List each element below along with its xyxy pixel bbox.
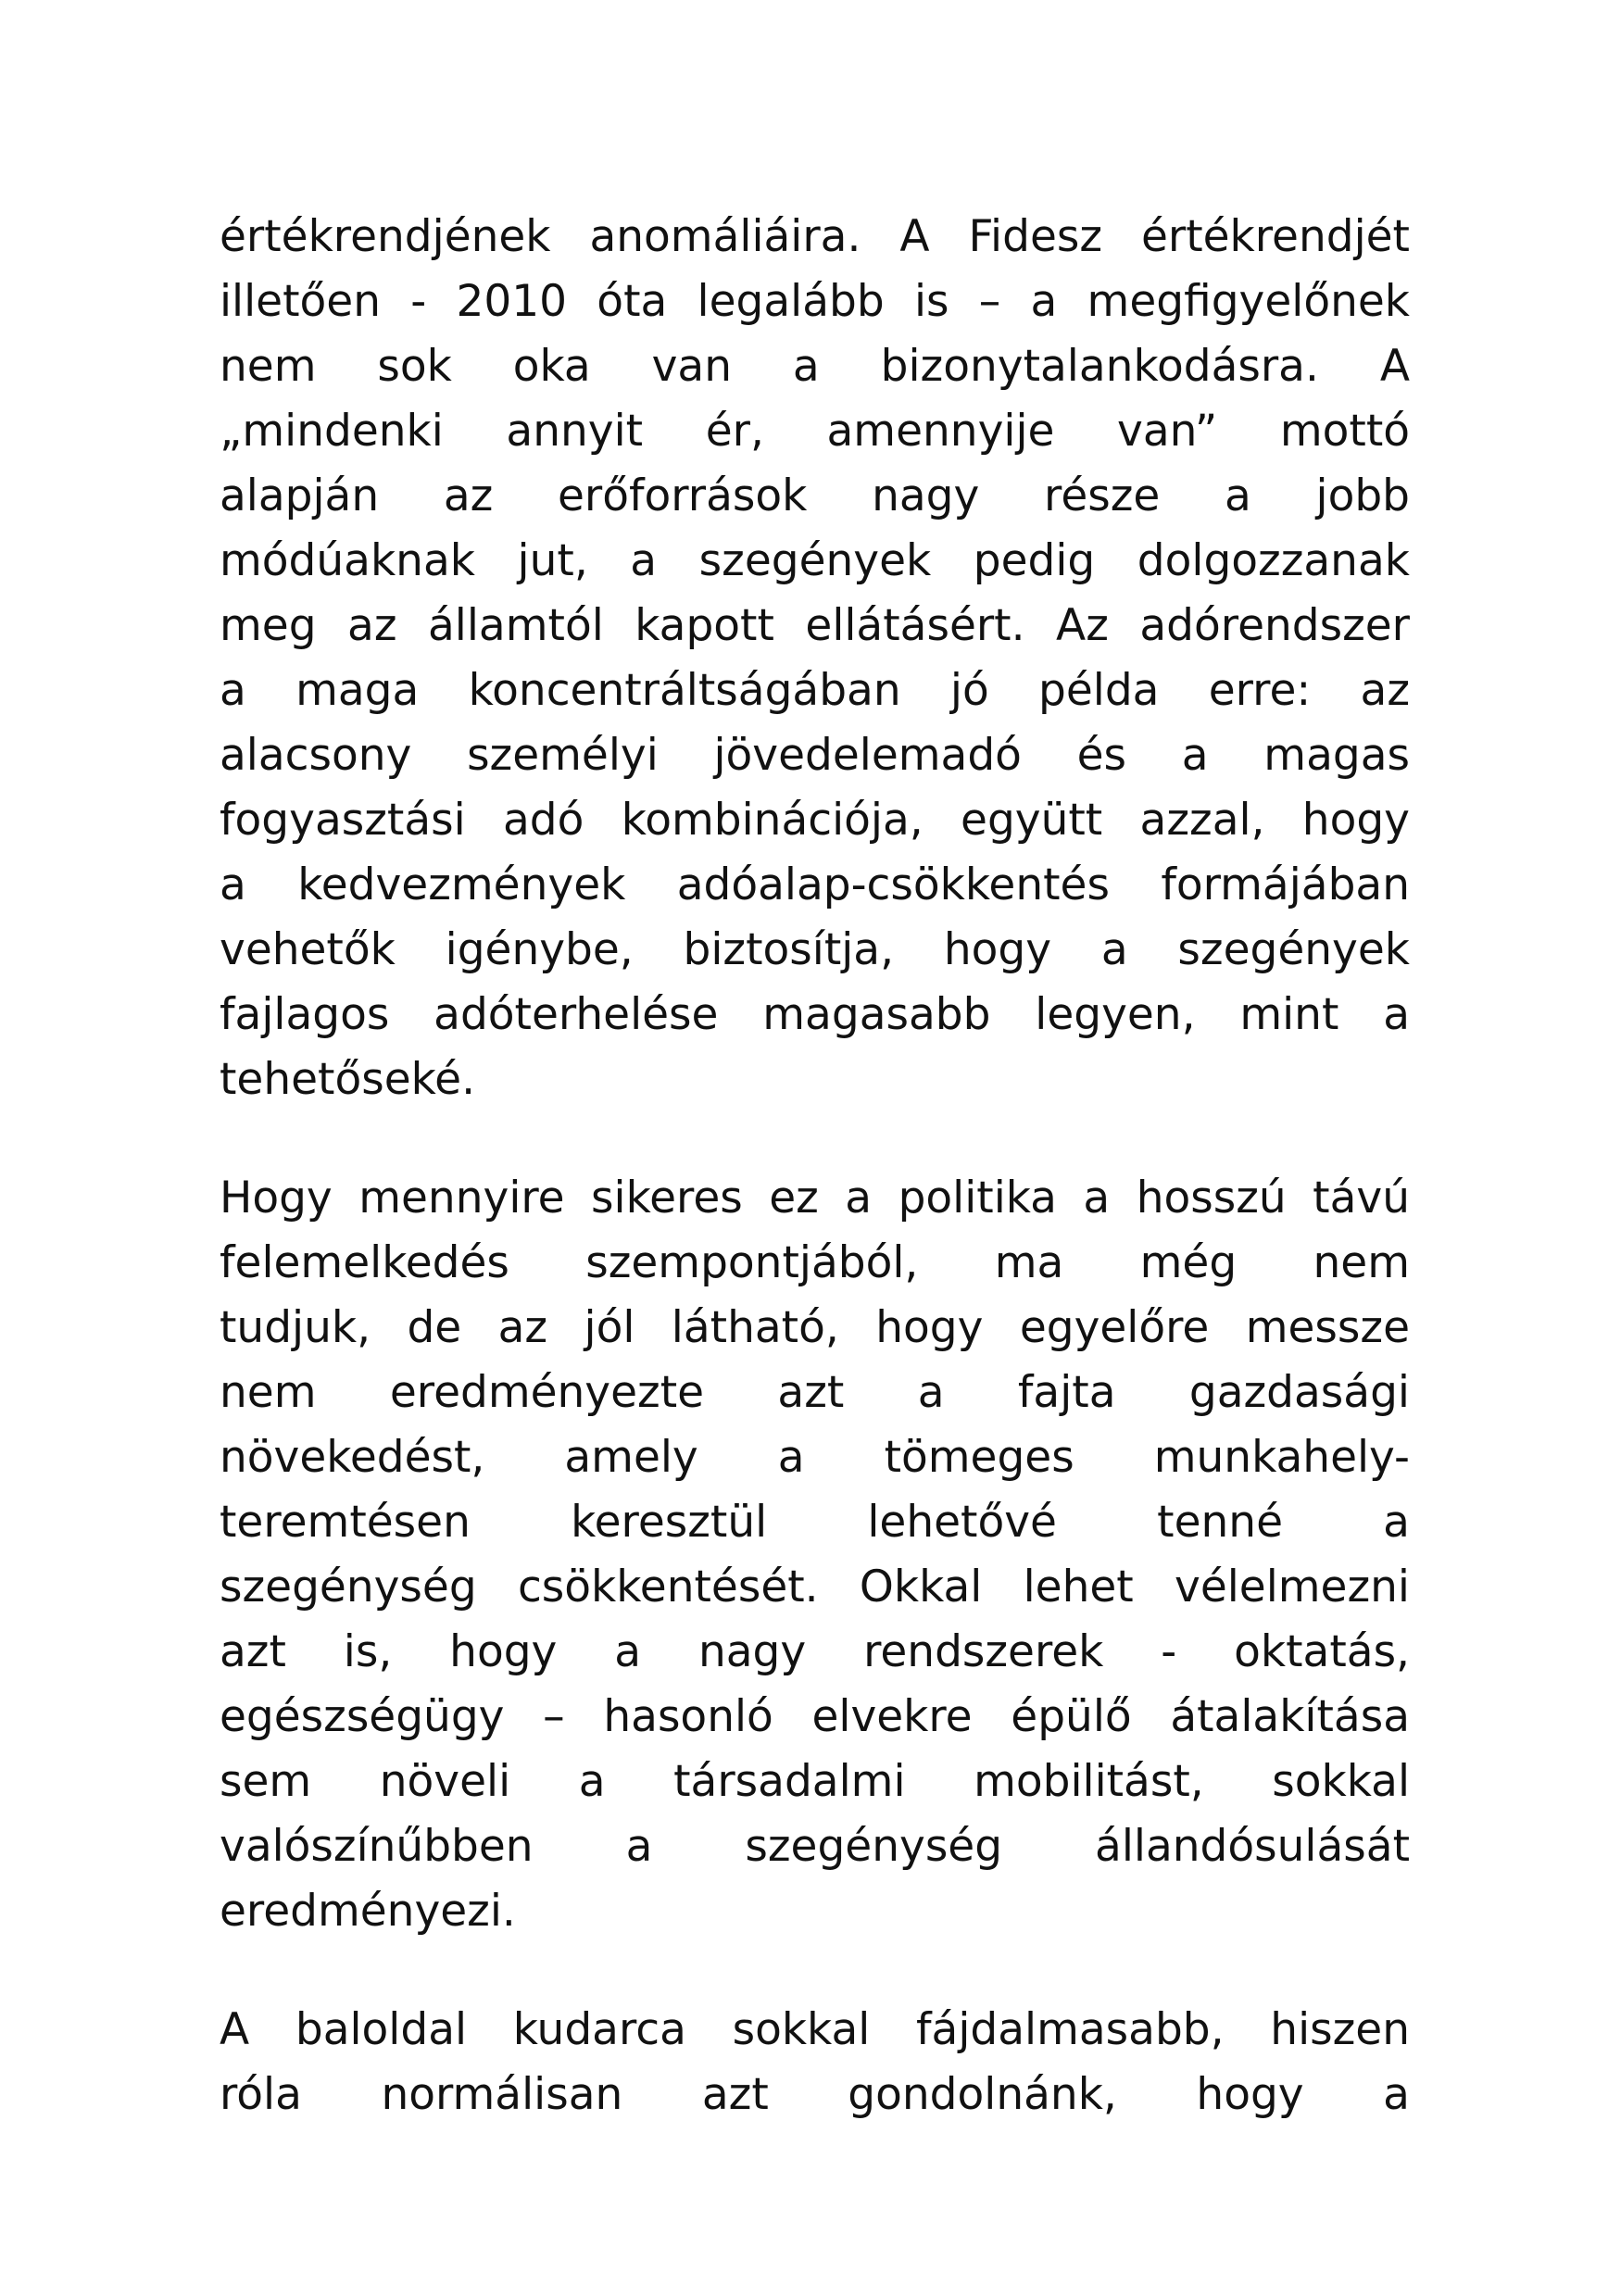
paragraph-line: a maga koncentráltságában jó példa erre: az [220, 665, 1410, 716]
paragraph-line: szegénység csökkentését. Okkal lehet vélelmezni [220, 1562, 1410, 1612]
paragraph-line: egészségügy – hasonló elvekre épülő átalakítása [220, 1691, 1410, 1742]
paragraph-3 [220, 1998, 1410, 2127]
paragraph-line: valószínűbben a szegénység állandósulását [220, 1821, 1410, 1872]
paragraph-line: növekedést, amely a tömeges munkahely- [220, 1432, 1410, 1483]
paragraph-line: Hogy mennyire sikeres ez a politika a hosszú távú [220, 1173, 1410, 1223]
paragraph-line: meg az államtól kapott ellátásért. Az adórendszer [220, 600, 1410, 651]
paragraph-line: fogyasztási adó kombinációja, együtt azzal, hogy [220, 795, 1410, 846]
paragraph-line: értékrendjének anomáliáira. A Fidesz értékrendjét [220, 211, 1410, 262]
paragraph-line: tehetőseké. [220, 1054, 476, 1105]
paragraph-line: módúaknak jut, a szegények pedig dolgozzanak [220, 535, 1410, 586]
paragraph-line: nem eredményezte azt a fajta gazdasági [220, 1367, 1410, 1418]
paragraph-line: nem sok oka van a bizonytalankodásra. A [220, 341, 1410, 392]
paragraph-line: fajlagos adóterhelése magasabb legyen, mint a [220, 989, 1410, 1040]
paragraph-line: vehetők igénybe, biztosítja, hogy a szegények [220, 924, 1410, 975]
paragraph-line: teremtésen keresztül lehetővé tenné a [220, 1497, 1410, 1548]
paragraph-2 [220, 1166, 1410, 1944]
paragraph-line: felemelkedés szempontjából, ma még nem [220, 1237, 1410, 1288]
paragraph-line: alacsony személyi jövedelemadó és a magas [220, 730, 1410, 781]
paragraph-1 [220, 205, 1410, 1112]
paragraph-line: sem növeli a társadalmi mobilitást, sokkal [220, 1756, 1410, 1807]
paragraph-line: A baloldal kudarca sokkal fájdalmasabb, hiszen [220, 2004, 1410, 2055]
paragraph-spacer [220, 1944, 1410, 1998]
paragraph-spacer [220, 1112, 1410, 1166]
paragraph-line: azt is, hogy a nagy rendszerek - oktatás, [220, 1626, 1410, 1677]
paragraph-line: tudjuk, de az jól látható, hogy egyelőre messze [220, 1302, 1410, 1353]
paragraph-line: illetően - 2010 óta legalább is – a megfigyelőnek [220, 276, 1410, 327]
paragraph-line: alapján az erőforrások nagy része a jobb [220, 470, 1410, 521]
paragraph-line: „mindenki annyit ér, amennyije van” mottó [220, 406, 1410, 457]
paragraph-line: eredményezi. [220, 1886, 516, 1937]
text-column [220, 205, 1410, 2127]
paragraph-line: róla normálisan azt gondolnánk, hogy a [220, 2069, 1410, 2120]
paragraph-line: a kedvezmények adóalap-csökkentés formájában [220, 859, 1410, 910]
